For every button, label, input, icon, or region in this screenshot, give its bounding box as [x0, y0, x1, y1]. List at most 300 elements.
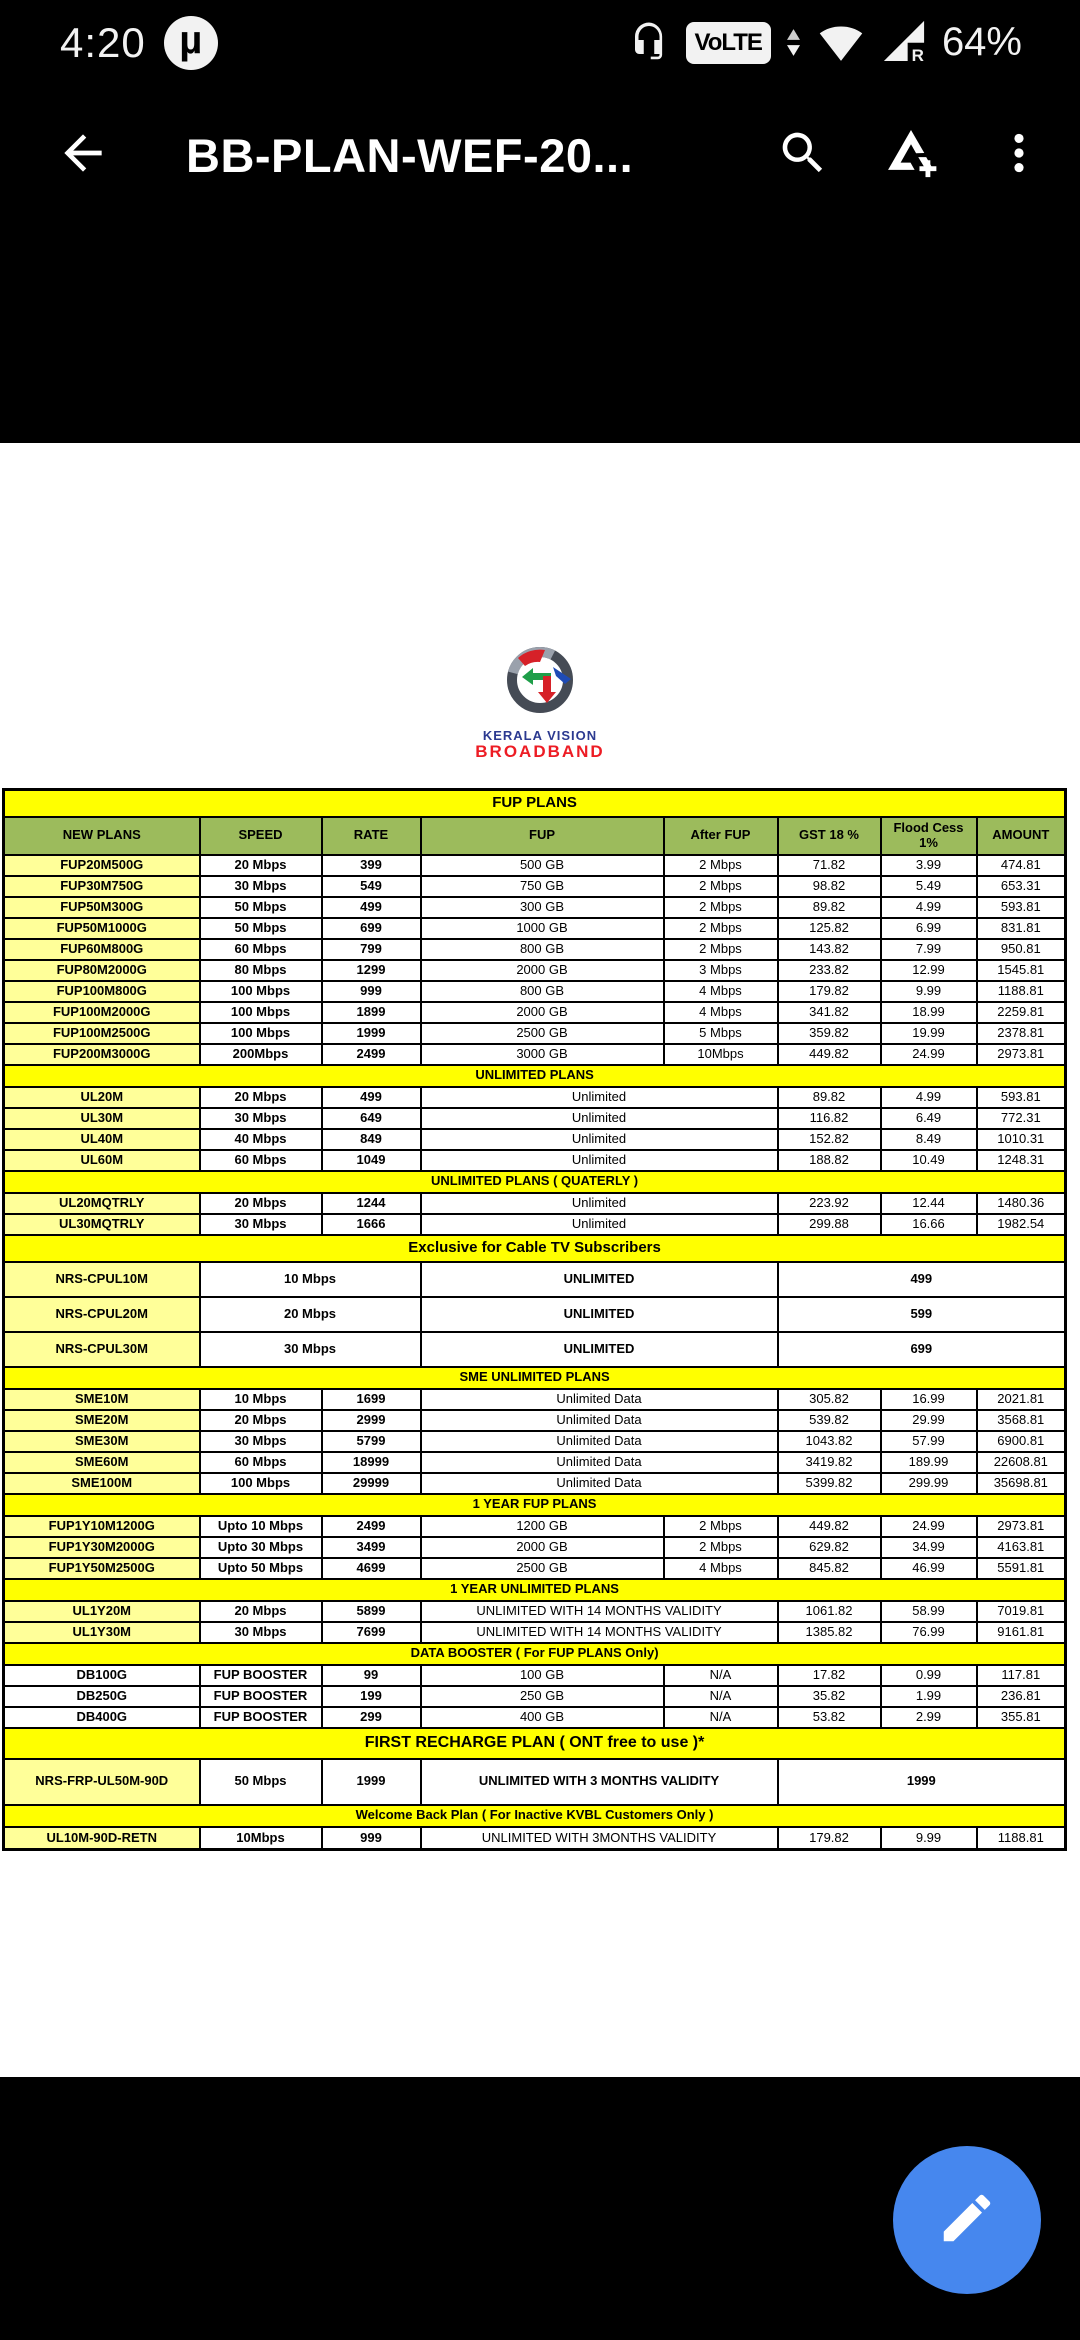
table-cell: 772.31	[977, 1108, 1066, 1129]
table-cell: 50 Mbps	[200, 918, 322, 939]
table-cell: 117.81	[977, 1665, 1066, 1686]
plans-table-body	[4, 790, 1066, 1850]
table-cell: 2 Mbps	[664, 918, 778, 939]
table-cell: 1061.82	[778, 1601, 881, 1622]
table-cell: 5799	[322, 1431, 421, 1452]
table-cell: 800 GB	[421, 939, 664, 960]
overflow-menu-icon	[994, 128, 1044, 183]
table-cell: UL1Y20M	[4, 1601, 200, 1622]
table-cell: 24.99	[881, 1516, 977, 1537]
table-cell: 1982.54	[977, 1214, 1066, 1235]
table-cell: 2259.81	[977, 1002, 1066, 1023]
table-cell: 300 GB	[421, 897, 664, 918]
table-cell: 35698.81	[977, 1473, 1066, 1494]
table-row	[4, 1827, 1066, 1850]
app-bar	[0, 85, 1080, 225]
table-cell: 999	[322, 1827, 421, 1850]
table-cell: 5 Mbps	[664, 1023, 778, 1044]
section-band-row	[4, 790, 1066, 817]
table-cell: Unlimited Data	[421, 1389, 778, 1410]
table-cell: FUP1Y30M2000G	[4, 1537, 200, 1558]
table-cell: 236.81	[977, 1686, 1066, 1707]
table-cell: 299	[322, 1707, 421, 1728]
table-cell: 1385.82	[778, 1622, 881, 1643]
column-header: AMOUNT	[977, 817, 1066, 855]
table-cell: UNLIMITED	[421, 1297, 778, 1332]
table-cell: UL20M	[4, 1087, 200, 1108]
table-cell: 849	[322, 1129, 421, 1150]
table-cell: FUP1Y50M2500G	[4, 1558, 200, 1579]
table-cell: 1244	[322, 1193, 421, 1214]
table-cell: 2 Mbps	[664, 897, 778, 918]
table-cell: 35.82	[778, 1686, 881, 1707]
table-row	[4, 855, 1066, 876]
table-cell: 4699	[322, 1558, 421, 1579]
table-row	[4, 1108, 1066, 1129]
section-band-row	[4, 1367, 1066, 1389]
section-band-label: Exclusive for Cable TV Subscribers	[4, 1235, 1066, 1262]
table-cell: 1049	[322, 1150, 421, 1171]
table-cell: 250 GB	[421, 1686, 664, 1707]
table-cell: NRS-FRP-UL50M-90D	[4, 1759, 200, 1805]
table-cell: 30 Mbps	[200, 876, 322, 897]
table-cell: 400 GB	[421, 1707, 664, 1728]
table-cell: 100 Mbps	[200, 981, 322, 1002]
table-cell: 7019.81	[977, 1601, 1066, 1622]
table-row	[4, 1389, 1066, 1410]
status-bar	[0, 0, 1080, 85]
table-cell: 18.99	[881, 1002, 977, 1023]
table-row	[4, 939, 1066, 960]
table-row	[4, 1297, 1066, 1332]
table-cell: Unlimited Data	[421, 1431, 778, 1452]
table-cell: 4 Mbps	[664, 981, 778, 1002]
table-cell: 2021.81	[977, 1389, 1066, 1410]
table-cell: 2 Mbps	[664, 876, 778, 897]
table-cell: 474.81	[977, 855, 1066, 876]
section-band-label: 1 YEAR UNLIMITED PLANS	[4, 1579, 1066, 1601]
table-cell: 20 Mbps	[200, 1087, 322, 1108]
table-cell: 99	[322, 1665, 421, 1686]
table-cell: Unlimited	[421, 1150, 778, 1171]
table-cell: 2 Mbps	[664, 855, 778, 876]
table-cell: 17.82	[778, 1665, 881, 1686]
table-cell: 30 Mbps	[200, 1431, 322, 1452]
table-cell: 341.82	[778, 1002, 881, 1023]
table-cell: 1010.31	[977, 1129, 1066, 1150]
table-cell: 189.99	[881, 1452, 977, 1473]
table-cell: 305.82	[778, 1389, 881, 1410]
table-cell: 449.82	[778, 1516, 881, 1537]
table-cell: 3.99	[881, 855, 977, 876]
table-cell: UNLIMITED WITH 3MONTHS VALIDITY	[421, 1827, 778, 1850]
table-cell: 2499	[322, 1516, 421, 1537]
table-cell: 80 Mbps	[200, 960, 322, 981]
table-cell: 29.99	[881, 1410, 977, 1431]
table-cell: 22608.81	[977, 1452, 1066, 1473]
table-cell: 649	[322, 1108, 421, 1129]
table-cell: 5.49	[881, 876, 977, 897]
table-cell: SME20M	[4, 1410, 200, 1431]
section-band-row	[4, 1643, 1066, 1665]
table-row	[4, 1558, 1066, 1579]
wifi-icon	[816, 18, 866, 67]
section-band-row	[4, 1065, 1066, 1087]
table-cell: 143.82	[778, 939, 881, 960]
table-cell: 7699	[322, 1622, 421, 1643]
table-cell: 2000 GB	[421, 960, 664, 981]
table-cell: 2.99	[881, 1707, 977, 1728]
table-cell: 1480.36	[977, 1193, 1066, 1214]
table-cell: 1188.81	[977, 981, 1066, 1002]
section-band-label: DATA BOOSTER ( For FUP PLANS Only)	[4, 1643, 1066, 1665]
table-row	[4, 1410, 1066, 1431]
header-row	[4, 817, 1066, 855]
table-cell: 3499	[322, 1537, 421, 1558]
search-button[interactable]	[772, 124, 834, 186]
table-cell: 3419.82	[778, 1452, 881, 1473]
table-cell: 3568.81	[977, 1410, 1066, 1431]
table-row	[4, 1452, 1066, 1473]
table-cell: 9.99	[881, 1827, 977, 1850]
table-cell: 1248.31	[977, 1150, 1066, 1171]
table-row	[4, 1150, 1066, 1171]
kerala-vision-logo	[0, 643, 1080, 762]
table-cell: 98.82	[778, 876, 881, 897]
table-cell: FUP100M2500G	[4, 1023, 200, 1044]
column-header: Flood Cess 1%	[881, 817, 977, 855]
table-cell: 29999	[322, 1473, 421, 1494]
table-cell: 5899	[322, 1601, 421, 1622]
plans-table	[2, 788, 1067, 1851]
table-cell: 2500 GB	[421, 1023, 664, 1044]
table-cell: 10 Mbps	[200, 1389, 322, 1410]
table-row	[4, 1129, 1066, 1150]
section-band-label: UNLIMITED PLANS ( QUATERLY )	[4, 1171, 1066, 1193]
table-cell: 200Mbps	[200, 1044, 322, 1065]
table-cell: 3 Mbps	[664, 960, 778, 981]
table-cell: 2 Mbps	[664, 939, 778, 960]
table-cell: UL30MQTRLY	[4, 1214, 200, 1235]
table-cell: 593.81	[977, 1087, 1066, 1108]
table-cell: FUP80M2000G	[4, 960, 200, 981]
table-cell: 0.99	[881, 1665, 977, 1686]
table-cell: 799	[322, 939, 421, 960]
section-band-row	[4, 1728, 1066, 1759]
table-cell: FUP50M1000G	[4, 918, 200, 939]
table-cell: FUP60M800G	[4, 939, 200, 960]
table-cell: 89.82	[778, 1087, 881, 1108]
table-cell: UL40M	[4, 1129, 200, 1150]
table-cell: SME60M	[4, 1452, 200, 1473]
table-cell: 2378.81	[977, 1023, 1066, 1044]
table-cell: 1545.81	[977, 960, 1066, 981]
table-cell: 50 Mbps	[200, 897, 322, 918]
table-row	[4, 1431, 1066, 1452]
table-cell: 40 Mbps	[200, 1129, 322, 1150]
table-row	[4, 1214, 1066, 1235]
table-cell: 152.82	[778, 1129, 881, 1150]
table-cell: 499	[778, 1262, 1066, 1297]
table-cell: Unlimited Data	[421, 1410, 778, 1431]
table-cell: 20 Mbps	[200, 855, 322, 876]
table-cell: 4.99	[881, 1087, 977, 1108]
table-cell: 30 Mbps	[200, 1622, 322, 1643]
table-row	[4, 1516, 1066, 1537]
table-cell: 999	[322, 981, 421, 1002]
table-cell: DB100G	[4, 1665, 200, 1686]
edit-fab[interactable]	[893, 2146, 1041, 2294]
table-cell: 500 GB	[421, 855, 664, 876]
column-header: NEW PLANS	[4, 817, 200, 855]
table-cell: 100 GB	[421, 1665, 664, 1686]
drive-add-icon	[882, 124, 940, 187]
table-cell: 10 Mbps	[200, 1262, 421, 1297]
table-cell: 2500 GB	[421, 1558, 664, 1579]
table-cell: 593.81	[977, 897, 1066, 918]
table-cell: DB400G	[4, 1707, 200, 1728]
table-cell: 188.82	[778, 1150, 881, 1171]
document-page	[0, 443, 1080, 2077]
table-cell: 1.99	[881, 1686, 977, 1707]
table-cell: 12.99	[881, 960, 977, 981]
table-cell: FUP BOOSTER	[200, 1707, 322, 1728]
section-band-row	[4, 1494, 1066, 1516]
table-row	[4, 1002, 1066, 1023]
table-cell: 2 Mbps	[664, 1537, 778, 1558]
table-cell: 2000 GB	[421, 1002, 664, 1023]
table-cell: 9161.81	[977, 1622, 1066, 1643]
table-cell: 89.82	[778, 897, 881, 918]
table-cell: 4.99	[881, 897, 977, 918]
table-cell: FUP BOOSTER	[200, 1686, 322, 1707]
battery-percent: 64%	[941, 20, 1022, 64]
table-cell: UNLIMITED	[421, 1332, 778, 1367]
table-cell: 20 Mbps	[200, 1297, 421, 1332]
table-cell: 499	[322, 1087, 421, 1108]
column-header: FUP	[421, 817, 664, 855]
table-row	[4, 1601, 1066, 1622]
table-cell: Unlimited	[421, 1087, 778, 1108]
section-band-label: 1 YEAR FUP PLANS	[4, 1494, 1066, 1516]
table-cell: 34.99	[881, 1537, 977, 1558]
data-updown-icon	[787, 29, 800, 56]
pencil-icon	[936, 2187, 998, 2254]
column-header: SPEED	[200, 817, 322, 855]
table-row	[4, 1665, 1066, 1686]
table-cell: 1666	[322, 1214, 421, 1235]
table-cell: N/A	[664, 1686, 778, 1707]
table-cell: Unlimited	[421, 1193, 778, 1214]
section-band-label: Welcome Back Plan ( For Inactive KVBL Customers Only )	[4, 1805, 1066, 1827]
table-cell: 5591.81	[977, 1558, 1066, 1579]
table-cell: 449.82	[778, 1044, 881, 1065]
table-cell: 800 GB	[421, 981, 664, 1002]
table-cell: 699	[322, 918, 421, 939]
table-cell: Upto 50 Mbps	[200, 1558, 322, 1579]
table-row	[4, 981, 1066, 1002]
table-cell: FUP100M2000G	[4, 1002, 200, 1023]
table-cell: 57.99	[881, 1431, 977, 1452]
table-cell: UL10M-90D-RETN	[4, 1827, 200, 1850]
table-cell: 16.66	[881, 1214, 977, 1235]
table-row	[4, 1262, 1066, 1297]
table-cell: 9.99	[881, 981, 977, 1002]
table-cell: Upto 30 Mbps	[200, 1537, 322, 1558]
table-cell: 10Mbps	[664, 1044, 778, 1065]
section-band-label: UNLIMITED PLANS	[4, 1065, 1066, 1087]
table-cell: 2 Mbps	[664, 1516, 778, 1537]
table-cell: 3000 GB	[421, 1044, 664, 1065]
table-cell: 116.82	[778, 1108, 881, 1129]
section-band-label: FUP PLANS	[4, 790, 1066, 817]
table-cell: 6.49	[881, 1108, 977, 1129]
logo-text-line2: BROADBAND	[475, 742, 605, 761]
overflow-menu-button[interactable]	[988, 124, 1050, 186]
table-cell: 359.82	[778, 1023, 881, 1044]
add-to-drive-button[interactable]	[880, 124, 942, 186]
table-cell: 16.99	[881, 1389, 977, 1410]
table-cell: UNLIMITED	[421, 1262, 778, 1297]
back-button[interactable]	[52, 124, 114, 186]
table-cell: 699	[778, 1332, 1066, 1367]
table-cell: N/A	[664, 1707, 778, 1728]
table-cell: Unlimited	[421, 1108, 778, 1129]
table-cell: Unlimited Data	[421, 1452, 778, 1473]
clock: 4:20	[60, 18, 146, 66]
table-row	[4, 1622, 1066, 1643]
table-cell: 2999	[322, 1410, 421, 1431]
roaming-label: R	[911, 46, 924, 65]
table-row	[4, 876, 1066, 897]
table-cell: 2000 GB	[421, 1537, 664, 1558]
table-cell: 299.99	[881, 1473, 977, 1494]
table-cell: 1999	[322, 1759, 421, 1805]
table-cell: 125.82	[778, 918, 881, 939]
table-cell: 100 Mbps	[200, 1002, 322, 1023]
table-cell: 1000 GB	[421, 918, 664, 939]
table-cell: 1188.81	[977, 1827, 1066, 1850]
table-cell: N/A	[664, 1665, 778, 1686]
logo-text-line1: KERALA VISION	[482, 728, 598, 743]
table-cell: 4163.81	[977, 1537, 1066, 1558]
table-cell: 2973.81	[977, 1516, 1066, 1537]
table-row	[4, 1473, 1066, 1494]
table-cell: UNLIMITED WITH 14 MONTHS VALIDITY	[421, 1622, 778, 1643]
document-title: BB-PLAN-WEF-20...	[186, 128, 634, 182]
table-cell: FUP50M300G	[4, 897, 200, 918]
table-row	[4, 1193, 1066, 1214]
table-cell: FUP20M500G	[4, 855, 200, 876]
table-row	[4, 1332, 1066, 1367]
table-cell: 4 Mbps	[664, 1002, 778, 1023]
table-cell: 58.99	[881, 1601, 977, 1622]
search-icon	[776, 126, 830, 185]
table-cell: 179.82	[778, 981, 881, 1002]
table-cell: Unlimited Data	[421, 1473, 778, 1494]
logo-mark-icon	[485, 708, 595, 725]
table-row	[4, 1686, 1066, 1707]
table-cell: SME30M	[4, 1431, 200, 1452]
table-row	[4, 1023, 1066, 1044]
table-cell: 18999	[322, 1452, 421, 1473]
table-cell: 100 Mbps	[200, 1473, 322, 1494]
table-cell: Unlimited	[421, 1129, 778, 1150]
table-cell: 599	[778, 1297, 1066, 1332]
table-cell: 76.99	[881, 1622, 977, 1643]
table-cell: 20 Mbps	[200, 1601, 322, 1622]
table-row	[4, 1759, 1066, 1805]
table-cell: 299.88	[778, 1214, 881, 1235]
table-cell: 60 Mbps	[200, 939, 322, 960]
table-row	[4, 1044, 1066, 1065]
table-cell: 10.49	[881, 1150, 977, 1171]
table-cell: 20 Mbps	[200, 1410, 322, 1431]
table-cell: 399	[322, 855, 421, 876]
section-band-row	[4, 1235, 1066, 1262]
table-cell: 233.82	[778, 960, 881, 981]
table-cell: 539.82	[778, 1410, 881, 1431]
table-cell: 30 Mbps	[200, 1214, 322, 1235]
table-cell: 223.92	[778, 1193, 881, 1214]
table-cell: 549	[322, 876, 421, 897]
table-cell: SME100M	[4, 1473, 200, 1494]
table-cell: FUP200M3000G	[4, 1044, 200, 1065]
back-arrow-icon	[55, 125, 111, 186]
table-cell: 1043.82	[778, 1431, 881, 1452]
table-cell: 100 Mbps	[200, 1023, 322, 1044]
table-cell: 499	[322, 897, 421, 918]
table-cell: 950.81	[977, 939, 1066, 960]
table-row	[4, 897, 1066, 918]
table-cell: 845.82	[778, 1558, 881, 1579]
table-row	[4, 1707, 1066, 1728]
table-cell: NRS-CPUL30M	[4, 1332, 200, 1367]
table-cell: 6900.81	[977, 1431, 1066, 1452]
table-cell: 12.44	[881, 1193, 977, 1214]
table-cell: 5399.82	[778, 1473, 881, 1494]
table-cell: 10Mbps	[200, 1827, 322, 1850]
section-band-row	[4, 1579, 1066, 1601]
headset-icon	[628, 19, 670, 66]
table-cell: 7.99	[881, 939, 977, 960]
utorrent-notification-icon: µ	[164, 16, 218, 70]
table-cell: Unlimited	[421, 1214, 778, 1235]
column-header: RATE	[322, 817, 421, 855]
table-cell: 6.99	[881, 918, 977, 939]
table-cell: 1200 GB	[421, 1516, 664, 1537]
table-cell: 1699	[322, 1389, 421, 1410]
table-cell: UNLIMITED WITH 14 MONTHS VALIDITY	[421, 1601, 778, 1622]
table-cell: UL1Y30M	[4, 1622, 200, 1643]
signal-roaming-icon	[882, 19, 926, 66]
table-cell: 24.99	[881, 1044, 977, 1065]
table-cell: FUP1Y10M1200G	[4, 1516, 200, 1537]
table-cell: SME10M	[4, 1389, 200, 1410]
section-band-row	[4, 1171, 1066, 1193]
table-cell: FUP100M800G	[4, 981, 200, 1002]
table-cell: 20 Mbps	[200, 1193, 322, 1214]
table-row	[4, 1537, 1066, 1558]
table-row	[4, 1087, 1066, 1108]
table-cell: 1999	[778, 1759, 1066, 1805]
table-cell: 4 Mbps	[664, 1558, 778, 1579]
table-cell: 50 Mbps	[200, 1759, 322, 1805]
table-cell: 1999	[322, 1023, 421, 1044]
table-cell: NRS-CPUL10M	[4, 1262, 200, 1297]
table-cell: 653.31	[977, 876, 1066, 897]
table-cell: NRS-CPUL20M	[4, 1297, 200, 1332]
